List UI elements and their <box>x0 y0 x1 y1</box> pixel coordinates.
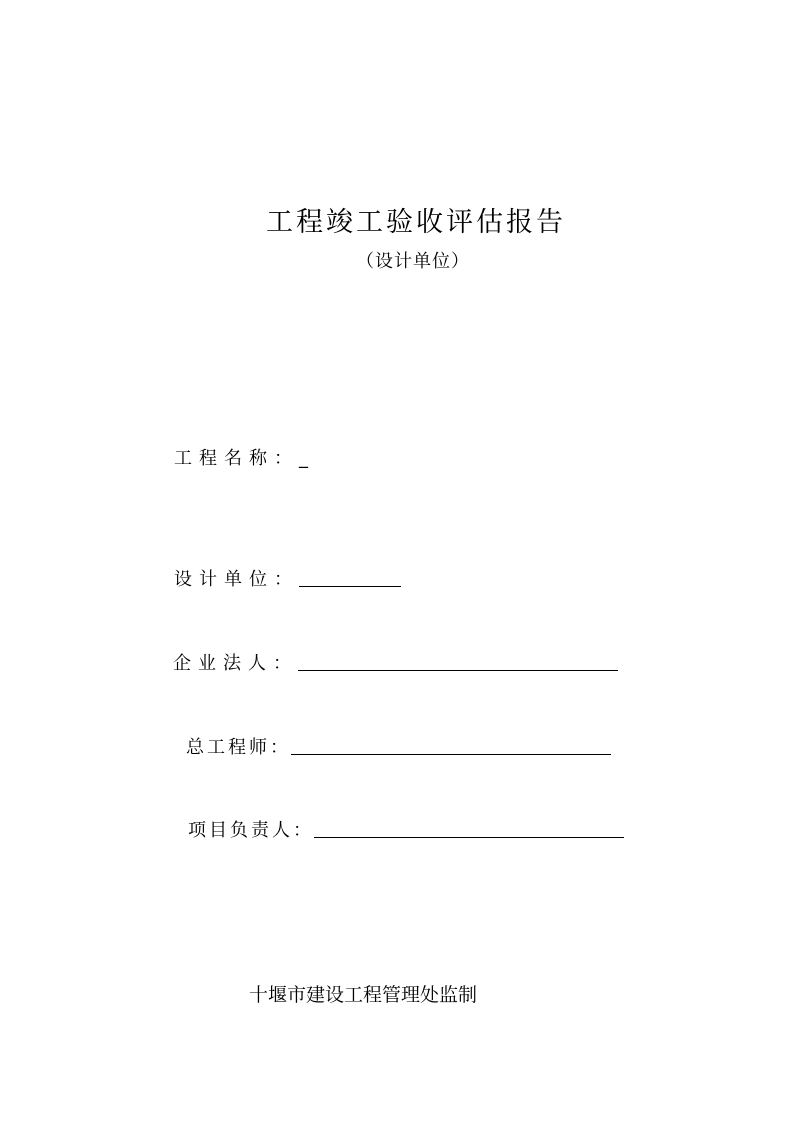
field-label-chief-engineer: 总工程师： <box>186 737 291 758</box>
field-chief-engineer <box>186 732 611 759</box>
footer-issuer: 十堰市建设工程管理处监制 <box>249 984 478 1006</box>
document-title: 工程竣工验收评估报告 <box>266 207 566 238</box>
field-line-legal-representative[interactable] <box>298 648 618 671</box>
field-project-name <box>174 448 308 470</box>
field-value-project-name[interactable]: _ <box>299 448 308 469</box>
field-legal-representative <box>173 648 618 675</box>
field-label-project-leader: 项目负责人： <box>188 820 314 841</box>
document-subtitle: （设计单位） <box>356 251 470 272</box>
field-label-project-name: 工程名称： <box>174 448 299 469</box>
field-line-design-unit[interactable] <box>299 564 401 587</box>
field-design-unit <box>174 564 401 591</box>
field-project-leader <box>188 815 624 842</box>
field-line-chief-engineer[interactable] <box>291 732 611 755</box>
field-line-project-leader[interactable] <box>314 815 624 838</box>
field-label-legal-representative: 企业法人： <box>173 653 298 674</box>
field-label-design-unit: 设计单位： <box>174 569 299 590</box>
